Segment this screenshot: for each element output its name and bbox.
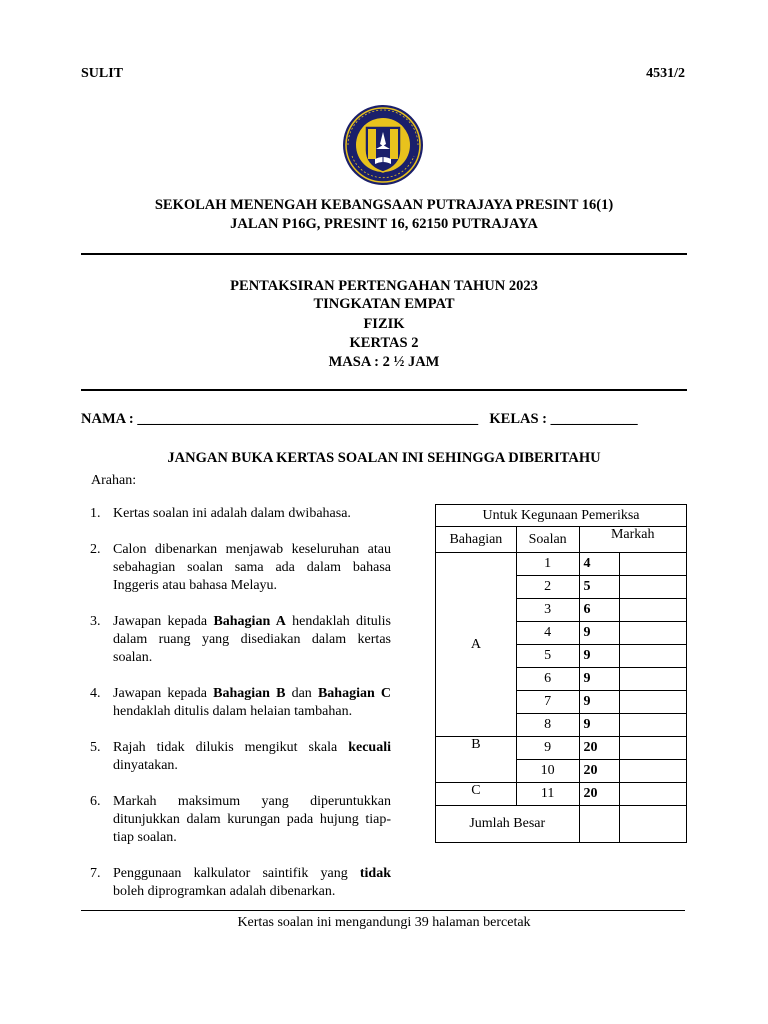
question-number: 7 <box>516 691 579 714</box>
footer-divider <box>81 910 685 911</box>
instruction-text: tidak <box>359 866 391 881</box>
marks-input-cell[interactable] <box>620 599 687 622</box>
divider <box>81 389 687 391</box>
exam-subject: FIZIK <box>363 316 405 332</box>
section-cell: B <box>436 737 517 783</box>
header-soalan: Soalan <box>516 527 579 553</box>
question-number: 6 <box>516 668 579 691</box>
total-marks-cell[interactable] <box>620 806 687 843</box>
class-field[interactable]: ____________ <box>550 411 638 427</box>
instruction-text: Rajah tidak dilukis mengikut skala <box>113 740 349 755</box>
question-number: 4 <box>516 622 579 645</box>
instructions-heading: Arahan: <box>91 473 137 488</box>
instructions-list <box>81 505 391 901</box>
divider <box>81 253 687 255</box>
question-number: 3 <box>516 599 579 622</box>
marks-input-cell[interactable] <box>620 668 687 691</box>
total-label: Jumlah Besar <box>436 806 580 843</box>
question-number: 5 <box>516 645 579 668</box>
exam-paper: KERTAS 2 <box>349 335 419 351</box>
table-row <box>436 737 687 760</box>
question-number: 9 <box>516 737 579 760</box>
max-marks: 20 <box>579 783 620 806</box>
header-bahagian: Bahagian <box>436 527 517 553</box>
instruction-text: Bahagian B <box>213 686 286 701</box>
school-crest-icon <box>340 104 426 186</box>
instruction-text: Markah maksimum yang diperuntukkan ditunjukkan dalam kurungan pada hujung tiap-tiap soalan. <box>113 794 391 845</box>
marks-input-cell[interactable] <box>620 622 687 645</box>
marks-input-cell[interactable] <box>620 576 687 599</box>
question-number: 10 <box>516 760 579 783</box>
instruction-number: 7. <box>90 866 101 881</box>
instruction-text: Kertas soalan ini adalah dalam dwibahasa. <box>113 506 351 521</box>
max-marks: 9 <box>579 622 620 645</box>
question-number: 1 <box>516 553 579 576</box>
footer-page-count: Kertas soalan ini mengandungi 39 halaman bercetak <box>237 915 531 930</box>
table-header-row <box>436 527 687 553</box>
instruction-text: Bahagian C <box>317 686 392 701</box>
table-total-row <box>436 806 687 843</box>
marks-input-cell[interactable] <box>620 714 687 737</box>
instruction-text: boleh diprogramkan adalah dibenarkan. <box>113 884 336 899</box>
max-marks: 9 <box>579 645 620 668</box>
instruction-item <box>81 505 391 523</box>
exam-duration: MASA : 2 ½ JAM <box>328 354 440 370</box>
marks-input-cell[interactable] <box>620 760 687 783</box>
class-label: KELAS : <box>489 411 551 427</box>
instruction-number: 5. <box>90 740 101 755</box>
name-field[interactable]: _______________________________________________ <box>137 411 479 427</box>
header-markah: Markah <box>579 527 686 553</box>
table-caption-row <box>436 505 687 527</box>
warning-text: JANGAN BUKA KERTAS SOALAN INI SEHINGGA DIBERITAHU <box>167 450 601 466</box>
question-number: 2 <box>516 576 579 599</box>
instruction-text: Calon dibenarkan menjawab keseluruhan atau sebahagian soalan sama ada dalam bahasa Inggeris atau bahasa Melayu. <box>113 542 391 593</box>
exam-form: TINGKATAN EMPAT <box>313 296 455 312</box>
instruction-number: 2. <box>90 542 101 557</box>
question-number: 8 <box>516 714 579 737</box>
name-label: NAMA : <box>81 411 138 427</box>
paper-code: 4531/2 <box>646 66 685 81</box>
marks-input-cell[interactable] <box>620 737 687 760</box>
instruction-number: 6. <box>90 794 101 809</box>
instruction-text: Penggunaan kalkulator saintifik yang <box>113 866 360 881</box>
instruction-item <box>81 739 391 775</box>
max-marks: 4 <box>579 553 620 576</box>
max-marks: 9 <box>579 714 620 737</box>
marks-input-cell[interactable] <box>620 783 687 806</box>
instruction-text: Jawapan kepada <box>113 614 214 629</box>
max-marks: 6 <box>579 599 620 622</box>
table-caption: Untuk Kegunaan Pemeriksa <box>436 505 687 527</box>
instruction-item <box>81 613 391 667</box>
school-address: JALAN P16G, PRESINT 16, 62150 PUTRAJAYA <box>230 216 538 232</box>
marks-input-cell[interactable] <box>620 553 687 576</box>
header-left-label: SULIT <box>81 66 124 81</box>
marks-input-cell[interactable] <box>620 645 687 668</box>
instruction-text: Bahagian A <box>213 614 286 629</box>
instruction-text: hendaklah ditulis dalam ruang yang disediakan dalam kertas soalan. <box>113 614 392 665</box>
student-info-line <box>81 411 638 428</box>
max-marks: 5 <box>579 576 620 599</box>
instruction-number: 1. <box>90 506 101 521</box>
examiner-table <box>435 504 687 843</box>
instruction-text: Jawapan kepada <box>113 686 214 701</box>
max-marks: 20 <box>579 737 620 760</box>
exam-title: PENTAKSIRAN PERTENGAHAN TAHUN 2023 <box>230 278 538 294</box>
total-max-cell <box>579 806 620 843</box>
table-row <box>436 783 687 806</box>
instruction-number: 4. <box>90 686 101 701</box>
max-marks: 9 <box>579 668 620 691</box>
marks-input-cell[interactable] <box>620 691 687 714</box>
instruction-text: kecuali <box>348 740 391 755</box>
table-row <box>436 553 687 576</box>
instruction-text: dinyatakan. <box>113 758 178 773</box>
instruction-item <box>81 793 391 847</box>
max-marks: 20 <box>579 760 620 783</box>
school-name: SEKOLAH MENENGAH KEBANGSAAN PUTRAJAYA PRESINT 16(1) <box>154 197 614 213</box>
instruction-number: 3. <box>90 614 101 629</box>
instruction-item <box>81 685 391 721</box>
instruction-text: dan <box>285 686 318 701</box>
instruction-item <box>81 541 391 595</box>
instruction-item <box>81 865 391 901</box>
max-marks: 9 <box>579 691 620 714</box>
instruction-text: hendaklah ditulis dalam helaian tambahan. <box>113 704 353 719</box>
question-number: 11 <box>516 783 579 806</box>
section-cell: C <box>436 783 517 806</box>
section-cell: A <box>436 553 517 737</box>
